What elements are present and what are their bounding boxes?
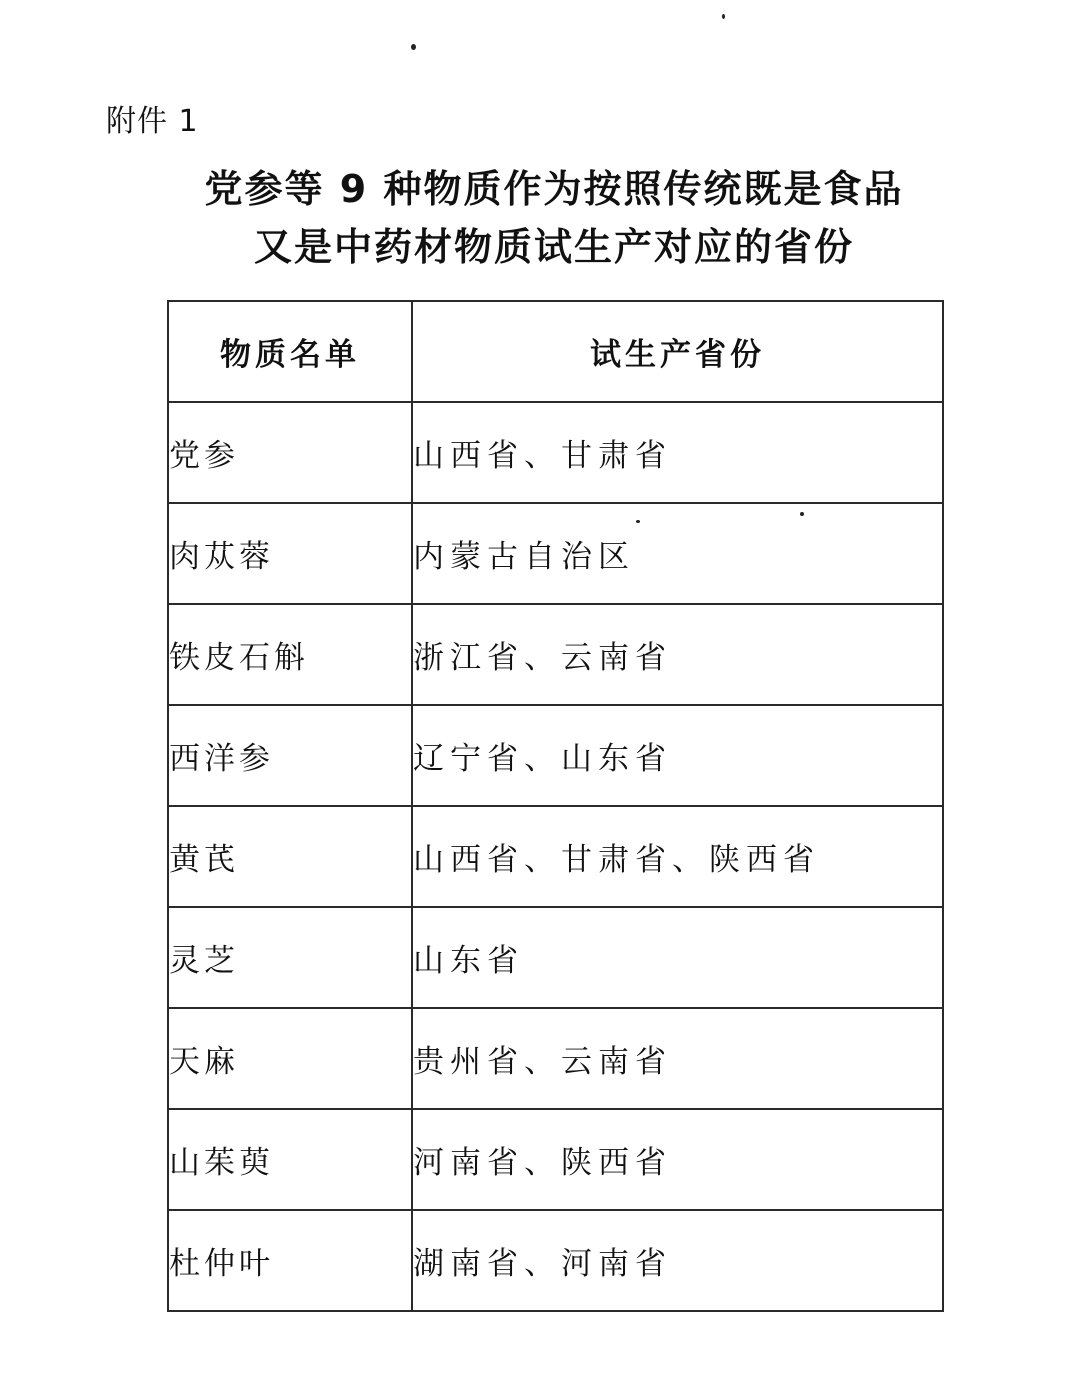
trial-provinces: 山西省、甘肃省 <box>412 402 943 503</box>
scan-speck <box>411 44 416 50</box>
trial-provinces: 贵州省、云南省 <box>412 1008 943 1109</box>
table-row <box>168 503 943 604</box>
trial-provinces: 湖南省、河南省 <box>412 1210 943 1311</box>
table-row <box>168 1210 943 1311</box>
document-title-line-2: 又是中药材物质试生产对应的省份 <box>253 225 854 269</box>
table-row <box>168 1109 943 1210</box>
substance-name: 肉苁蓉 <box>168 503 412 604</box>
substance-name: 铁皮石斛 <box>168 604 412 705</box>
substance-name: 天麻 <box>168 1008 412 1109</box>
table-header-row <box>168 301 943 402</box>
table-row <box>168 705 943 806</box>
substance-name: 山茱萸 <box>168 1109 412 1210</box>
scan-speck <box>722 14 725 19</box>
substance-name: 灵芝 <box>168 907 412 1008</box>
trial-provinces: 河南省、陕西省 <box>412 1109 943 1210</box>
substance-name: 西洋参 <box>168 705 412 806</box>
substance-name: 杜仲叶 <box>168 1210 412 1311</box>
substance-province-table <box>167 300 944 1312</box>
substance-name: 黄芪 <box>168 806 412 907</box>
table-row <box>168 1008 943 1109</box>
header-provinces: 试生产省份 <box>412 301 943 402</box>
substance-name: 党参 <box>168 402 412 503</box>
document-title-line-1: 党参等 9 种物质作为按照传统既是食品 <box>204 167 904 211</box>
header-substance: 物质名单 <box>168 301 412 402</box>
table-row <box>168 806 943 907</box>
trial-provinces: 浙江省、云南省 <box>412 604 943 705</box>
table-row <box>168 402 943 503</box>
trial-provinces: 山东省 <box>412 907 943 1008</box>
trial-provinces: 辽宁省、山东省 <box>412 705 943 806</box>
table-row <box>168 604 943 705</box>
attachment-label: 附件 1 <box>106 104 199 139</box>
table-row <box>168 907 943 1008</box>
trial-provinces: 山西省、甘肃省、陕西省 <box>412 806 943 907</box>
trial-provinces: 内蒙古自治区 <box>412 503 943 604</box>
